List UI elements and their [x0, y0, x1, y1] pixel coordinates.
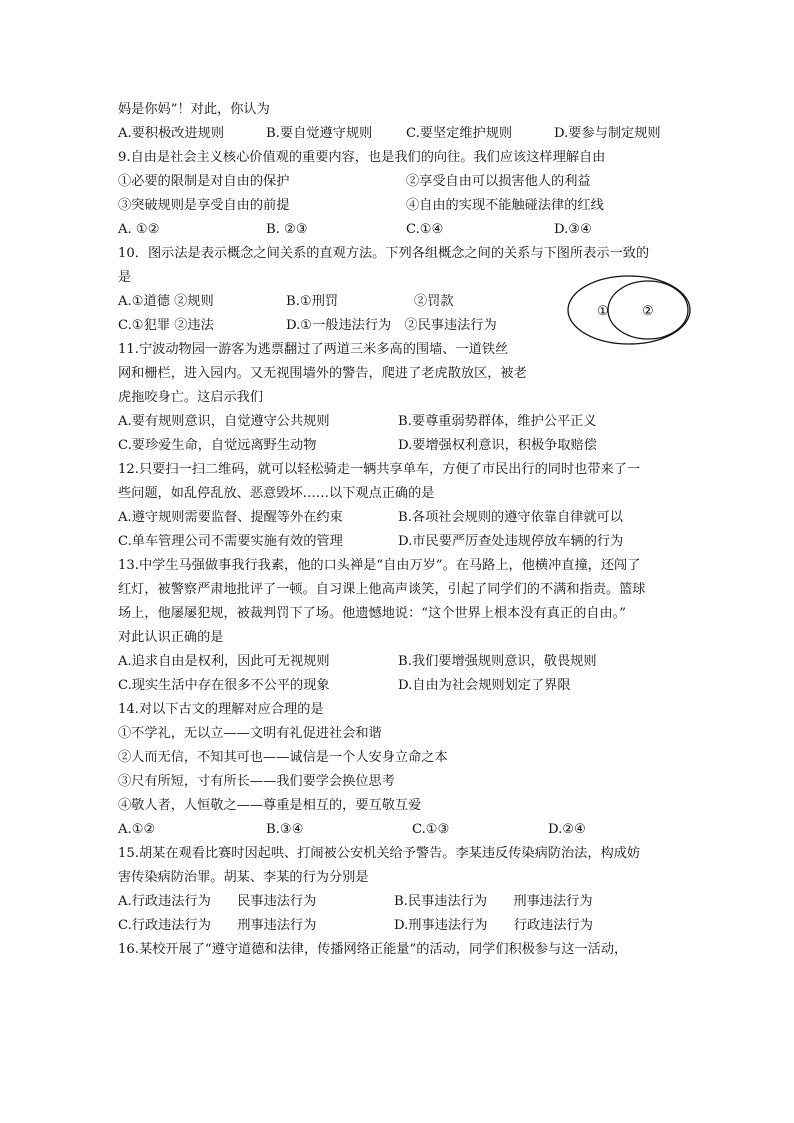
q13-stem-3: 场上，他屡屡犯规，被裁判罚下了场。他遗憾地说：“这个世界上根本没有真正的自由。” [118, 606, 627, 621]
q8-option-b: B.要自觉遵守规则 [266, 126, 373, 141]
q15-stem-2: 害传染病防治罪。胡某、李某的行为分别是 [118, 870, 369, 885]
q16-stem: 16.某校开展了“遵守道德和法律，传播网络正能量”的活动，同学们积极参与这一活动， [118, 942, 628, 957]
q14-stem: 14.对以下古文的理解对应合理的是 [118, 702, 324, 717]
q9-item-3: ③突破规则是享受自由的前提 [118, 198, 290, 213]
venn-diagram [566, 274, 692, 346]
q15-option-b: B.民事违法行为 刑事违法行为 [394, 894, 593, 909]
q12-option-b: B.各项社会规则的遵守依靠自律就可以 [398, 510, 623, 525]
q13-stem-1: 13.中学生马强做事我行我素，他的口头禅是“自由万岁”。在马路上，他横冲直撞，还闯了 [118, 558, 641, 573]
q12-stem-1: 12.只要扫一扫二维码，就可以轻松骑走一辆共享单车，方便了市民出行的同时也带来了一 [118, 462, 641, 477]
q15-option-d: D.刑事违法行为 行政违法行为 [394, 918, 593, 933]
q9-option-b: B. ②③ [266, 222, 308, 237]
q14-item-4: ④敬人者，人恒敬之——尊重是相互的，要互敬互爱 [118, 798, 422, 813]
q13-option-b: B.我们要增强规则意识，敬畏规则 [398, 654, 597, 669]
q14-option-a: A.①② [118, 822, 156, 837]
q9-option-c: C.①④ [406, 222, 444, 237]
q9-option-d: D.③④ [554, 222, 592, 237]
q10-stem: 10．图示法是表示概念之间关系的直观方法。下列各组概念之间的关系与下图所表示一致的 [118, 246, 650, 261]
q8-option-d: D.要参与制定规则 [554, 126, 661, 141]
q13-option-d: D.自由为社会规则划定了界限 [398, 678, 571, 693]
venn-inner-label: ② [642, 304, 654, 319]
q9-item-4: ④自由的实现不能触碰法律的红线 [406, 198, 604, 213]
q10-option-c: C.①犯罪 ②违法 [118, 318, 214, 333]
q14-item-3: ③尺有所短，寸有所长——我们要学会换位思考 [118, 774, 395, 789]
venn-outer-label: ① [597, 304, 609, 319]
q15-option-a: A.行政违法行为 民事违法行为 [118, 894, 317, 909]
q15-option-c: C.行政违法行为 刑事违法行为 [118, 918, 317, 933]
q11-stem-1: 11.宁波动物园一游客为逃票翻过了两道三米多高的围墙、一道铁丝 [118, 342, 509, 357]
q10-option-b-item2: ②罚款 [414, 294, 454, 309]
q10-option-b: B.①刑罚 [286, 294, 339, 309]
q13-option-a: A.追求自由是权利，因此可无视规则 [118, 654, 330, 669]
q8-stem-tail: 妈是你妈”！对此，你认为 [118, 102, 270, 117]
q11-option-d: D.要增强权利意识，积极争取赔偿 [398, 438, 597, 453]
q9-item-2: ②享受自由可以损害他人的利益 [406, 174, 591, 189]
q11-option-a: A.要有规则意识，自觉遵守公共规则 [118, 414, 330, 429]
q9-item-1: ①必要的限制是对自由的保护 [118, 174, 290, 189]
q10-option-a: A.①道德 ②规则 [118, 294, 214, 309]
q12-option-a: A.遵守规则需要监督、提醒等外在约束 [118, 510, 343, 525]
q8-option-c: C.要坚定维护规则 [406, 126, 513, 141]
q10-option-d: D.①一般违法行为 ②民事违法行为 [286, 318, 497, 333]
q13-option-c: C.现实生活中存在很多不公平的现象 [118, 678, 330, 693]
q14-option-b: B.③④ [266, 822, 304, 837]
q12-option-d: D.市民要严厉查处违规停放车辆的行为 [398, 534, 624, 549]
q13-stem-4: 对此认识正确的是 [118, 630, 224, 645]
q13-stem-2: 红灯，被警察严肃地批评了一顿。自习课上他高声谈笑，引起了同学们的不满和指责。篮球 [118, 582, 646, 597]
q9-option-a: A. ①② [118, 222, 160, 237]
q14-option-c: C.①③ [412, 822, 450, 837]
q12-option-c: C.单车管理公司不需要实施有效的管理 [118, 534, 343, 549]
q14-item-2: ②人而无信，不知其可也——诚信是一个人安身立命之本 [118, 750, 448, 765]
q11-option-c: C.要珍爱生命，自觉远离野生动物 [118, 438, 317, 453]
q15-stem-1: 15.胡某在观看比赛时因起哄、打闹被公安机关给予警告。李某违反传染病防治法，构成妨 [118, 846, 641, 861]
q11-option-b: B.要尊重弱势群体，维护公平正义 [398, 414, 597, 429]
q11-stem-3: 虎拖咬身亡。这启示我们 [118, 390, 264, 405]
q14-item-1: ①不学礼，无以立——文明有礼促进社会和谐 [118, 726, 382, 741]
q8-option-a: A.要积极改进规则 [118, 126, 225, 141]
q14-option-d: D.②④ [548, 822, 586, 837]
q10-stem-cont: 是 [118, 270, 132, 285]
q11-stem-2: 网和栅栏，进入园内。又无视围墙外的警告，爬进了老虎散放区，被老 [118, 366, 527, 381]
q9-stem: 9.自由是社会主义核心价值观的重要内容，也是我们的向往。我们应该这样理解自由 [118, 150, 606, 165]
q12-stem-2: 些问题，如乱停乱放、恶意毁坏……以下观点正确的是 [118, 486, 435, 501]
